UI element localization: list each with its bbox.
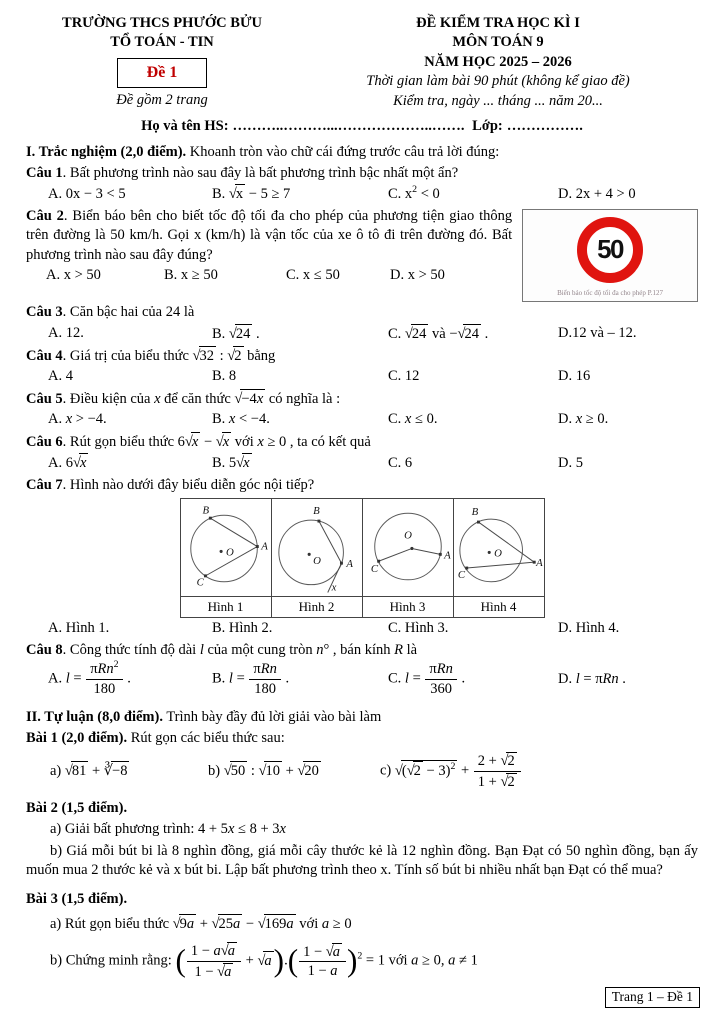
question-4-text: . Giá trị của biểu thức √32 : √2 bằng	[63, 348, 276, 364]
question-2-label: Câu 2	[26, 207, 64, 224]
class-label: Lớp:	[472, 118, 503, 135]
circle-figure-2	[272, 499, 362, 596]
question-1-stem	[26, 164, 698, 183]
problem-2	[26, 799, 698, 881]
time-note: Thời gian làm bài 90 phút (không kể giao đề)	[366, 73, 630, 90]
q3-option-d: D.12 và – 12.	[558, 325, 637, 342]
p2-item-b: b) Giá mỗi bút bi là 8 nghìn đồng, giá mỗi cây thước kẻ là 12 nghìn đồng. Bạn Đạt có 50 nghìn đồng, bạn ấy muốn mua 2 thước kẻ và x bút bi. Lập bất phương trình theo x. Tính số bút bi nhiều nhất bạn Đạt có thể mua?	[26, 842, 698, 879]
q6-option-b: B. 5√x	[212, 453, 388, 473]
question-7-label: Câu 7	[26, 476, 63, 493]
sign-caption: Biển báo tốc độ tối đa cho phép P.127	[557, 288, 664, 297]
question-7	[26, 476, 698, 639]
q4-option-a: A. 4	[48, 368, 73, 385]
question-3-options	[26, 324, 698, 344]
p3-item-b: b) Chứng minh rằng: ( $\frac{1 - a√a}{1 - √a}$ + √a).( $\frac{1 - √a}{1 - a}$ )$^2$ = 1 với a ≥ 0, a ≠ 1	[50, 943, 478, 980]
question-4	[26, 346, 698, 387]
q8-option-b: B. l = $\frac{\text{πRn}}{180}$ .	[212, 661, 290, 697]
q1-option-c: C. $x^2 < 0$	[388, 184, 440, 202]
figure-1-caption: Hình 1	[180, 596, 271, 617]
q1-option-d: D. 2x + 4 > 0	[558, 185, 636, 202]
problem-1	[26, 729, 698, 791]
question-4-label: Câu 4	[26, 348, 63, 365]
point-label-A: A	[535, 557, 543, 570]
question-4-stem	[26, 346, 698, 366]
q2-option-a: A. x > 50	[46, 267, 101, 284]
section-2-instruction: Trình bày đầy đủ lời giải vào bài làm	[162, 708, 382, 725]
problem-1-items	[26, 752, 698, 790]
exam-subject: MÔN TOÁN 9	[452, 34, 544, 51]
question-2-options	[26, 266, 512, 285]
question-8-label: Câu 8	[26, 641, 63, 658]
circle-figure-1	[181, 499, 271, 596]
problem-3-heading	[26, 890, 698, 909]
question-8-options	[26, 661, 698, 697]
section-1-heading	[26, 143, 698, 162]
q7-option-a: A. Hình 1.	[48, 620, 110, 637]
figure-2-caption: Hình 2	[271, 596, 362, 617]
q4-option-b: B. 8	[212, 368, 237, 385]
question-2	[26, 207, 698, 302]
point-label-B: B	[471, 506, 478, 519]
question-1	[26, 164, 698, 205]
question-8	[26, 641, 698, 698]
school-name: TRƯỜNG THCS PHƯỚC BỬU	[62, 15, 262, 31]
point-label-B: B	[202, 504, 209, 517]
question-7-text: . Hình nào dưới đây biểu diễn góc nội tiếp?	[62, 476, 315, 493]
question-1-label: Câu 1	[26, 164, 63, 181]
exam-title: ĐỀ KIỂM TRA HỌC KÌ I	[416, 15, 580, 31]
question-6	[26, 432, 698, 474]
speed-limit-value: 50	[597, 234, 623, 265]
figure-3-caption: Hình 3	[362, 596, 453, 617]
section-2-heading	[26, 708, 698, 727]
q8-option-a: A. l = $\frac{\pi Rn^2}{180}$ .	[48, 659, 131, 697]
page-footer-box	[605, 987, 700, 1008]
q1-option-b: B. √x − 5 ≥ 7	[212, 184, 388, 204]
section-1-title: I. Trắc nghiệm (2,0 điểm).	[26, 143, 187, 160]
question-1-text: . Bất phương trình nào sau đây là bất phương trình bậc nhất một ẩn?	[62, 164, 459, 181]
school-year: NĂM HỌC 2025 – 2026	[424, 53, 572, 70]
exam-code: Đề 1	[146, 63, 178, 81]
figure-row	[180, 498, 544, 596]
question-5-options	[26, 410, 698, 429]
q4-option-c: C. 12	[388, 368, 420, 385]
question-2-stem	[26, 207, 512, 265]
p1-item-c: c) $√(√2 - 3)^2$ + $\frac{2 + √2}{1 + √2}$	[380, 752, 698, 790]
p2-item-a: a) Giải bất phương trình: 4 + 5x ≤ 8 + 3x	[50, 821, 286, 838]
q5-option-d: D. x ≥ 0.	[558, 411, 609, 428]
point-label-x: x	[331, 581, 336, 594]
p3-item-a: a) Rút gọn biểu thức √9a + √25a − √169a với a ≥ 0	[26, 914, 698, 934]
point-label-A: A	[443, 549, 451, 562]
problem-1-heading	[26, 729, 698, 748]
point-label-C: C	[196, 576, 204, 589]
question-6-stem	[26, 432, 698, 452]
circle-figure-3	[363, 499, 453, 596]
p1-item-a: a) √81 + ∛−8	[50, 761, 208, 781]
page-number-label: Trang 1 – Đề 1	[611, 988, 693, 1004]
point-label-C: C	[370, 562, 378, 575]
name-label: Họ và tên HS:	[141, 118, 229, 135]
question-2-body	[26, 207, 512, 302]
question-2-text: . Biển báo bên cho biết tốc độ tối đa cho phép của phương tiện giao thông trên đường là 50 km/h. Gọi x (km/h) là vận tốc của xe ô tô đi trên đường đó. Bất phương trình nào sau đây đúng?	[26, 207, 513, 263]
q2-option-c: C. x ≤ 50	[286, 267, 340, 284]
school-block	[26, 14, 298, 111]
problem-1-label: Bài 1 (2,0 điểm).	[26, 729, 128, 746]
question-3-stem	[26, 303, 698, 322]
question-1-options	[26, 184, 698, 204]
pages-note: Đề gồm 2 trang	[116, 92, 208, 109]
q7-option-d: D. Hình 4.	[558, 620, 620, 637]
q6-option-c: C. 6	[388, 454, 413, 471]
q7-option-c: C. Hình 3.	[388, 620, 449, 637]
point-label-O: O	[225, 546, 234, 559]
q3-option-a: A. 12.	[48, 325, 84, 342]
q1-option-a: A. 0x − 3 < 5	[48, 185, 126, 202]
point-label-C: C	[457, 568, 465, 581]
class-blank: …………….	[506, 118, 583, 135]
date-note: Kiểm tra, ngày ... tháng ... năm 20...	[393, 92, 603, 109]
figure-4-caption: Hình 4	[453, 596, 544, 617]
exam-title-block	[298, 14, 698, 111]
section-1-instruction: Khoanh tròn vào chữ cái đứng trước câu trả lời đúng:	[186, 143, 500, 160]
q3-option-b: B. √24 .	[212, 324, 388, 344]
exam-code-box	[117, 58, 207, 88]
q7-figure-table	[180, 498, 545, 618]
question-8-text: . Công thức tính độ dài l của một cung tròn n° , bán kính R là	[62, 641, 418, 658]
p1-item-b: b) √50 : √10 + √20	[208, 761, 380, 781]
document-header	[26, 14, 698, 111]
question-6-options	[26, 453, 698, 473]
question-3-label: Câu 3	[26, 304, 63, 321]
q5-option-a: A. x > −4.	[48, 411, 107, 428]
q6-option-d: D. 5	[558, 454, 583, 471]
q3-option-c: C. √24 và −√24 .	[388, 324, 558, 344]
question-3-text: . Căn bậc hai của 24 là	[62, 304, 195, 321]
speed-limit-sign-image	[522, 209, 698, 302]
department-name: TỔ TOÁN - TIN	[110, 34, 214, 51]
point-label-O: O	[493, 547, 502, 560]
q6-option-a: A. 6√x	[48, 453, 212, 473]
problem-2-label: Bài 2 (1,5 điểm).	[26, 799, 128, 816]
point-label-O: O	[403, 529, 412, 542]
q2-option-b: B. x ≥ 50	[164, 267, 218, 284]
point-label-A: A	[345, 558, 353, 571]
question-6-text: . Rút gọn biểu thức 6√x − √x với x ≥ 0 , ta có kết quả	[63, 434, 371, 450]
question-7-stem	[26, 476, 698, 495]
point-label-B: B	[312, 505, 320, 518]
speed-limit-sign-icon	[577, 217, 643, 283]
figure-caption-row	[180, 596, 544, 617]
section-2-title: II. Tự luận (8,0 điểm).	[26, 708, 163, 725]
student-info-line	[26, 117, 698, 136]
q8-option-c: C. l = $\frac{\text{πRn}}{360}$ .	[388, 661, 466, 697]
question-5-label: Câu 5	[26, 390, 63, 407]
q2-option-d: D. x > 50	[390, 267, 445, 284]
q8-option-d: D. l = πRn .	[558, 670, 626, 687]
problem-3-label: Bài 3 (1,5 điểm).	[26, 891, 128, 908]
question-8-stem	[26, 641, 698, 660]
q4-option-d: D. 16	[558, 368, 591, 385]
point-label-A: A	[260, 540, 268, 553]
point-label-O: O	[312, 555, 321, 568]
q7-option-b: B. Hình 2.	[212, 620, 273, 637]
q5-option-b: B. x < −4.	[212, 411, 270, 428]
circle-figure-4	[454, 499, 544, 596]
q5-option-c: C. x ≤ 0.	[388, 411, 438, 428]
problem-1-intro: Rút gọn các biểu thức sau:	[127, 729, 285, 746]
question-4-options	[26, 367, 698, 386]
question-5-text: . Điều kiện của x để căn thức √−4x có nghĩa là :	[63, 391, 340, 407]
question-5	[26, 389, 698, 430]
question-5-stem	[26, 389, 698, 409]
question-7-options	[26, 619, 698, 638]
question-3	[26, 303, 698, 344]
problem-2-heading	[26, 799, 698, 818]
name-blank: ………..………...………………..…….	[232, 118, 465, 135]
question-6-label: Câu 6	[26, 433, 63, 450]
problem-3	[26, 890, 698, 980]
